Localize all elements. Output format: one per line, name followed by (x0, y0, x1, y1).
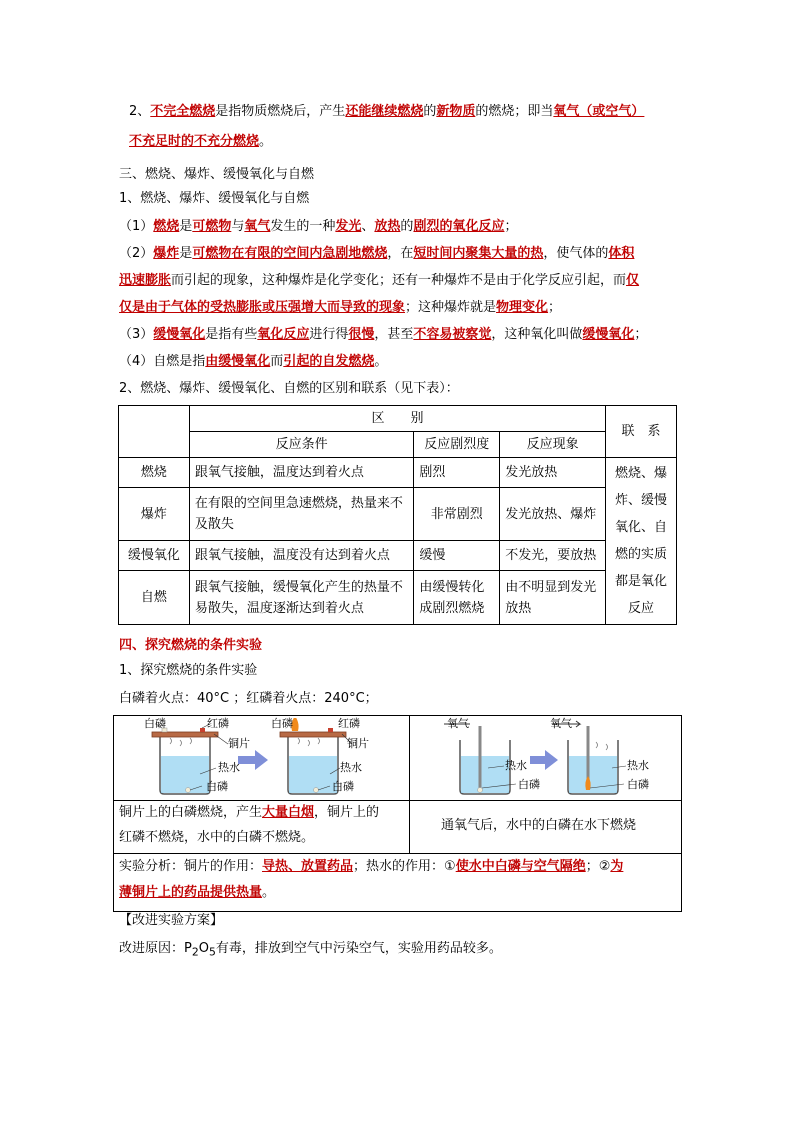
text: ，铜片上的 (314, 805, 380, 820)
explosion-definition-line3 (119, 299, 561, 317)
text: 是指有些 (205, 327, 258, 342)
text: 的燃烧；即当 (475, 104, 554, 119)
keyword: 使水中白磷与空气隔绝 (455, 859, 586, 874)
figure-label: 白磷 (271, 717, 293, 730)
keyword: 剧烈的氧化反应 (413, 219, 505, 234)
table-header-row (119, 432, 677, 458)
figure-label: 热水 (340, 761, 362, 774)
keyword: 为 (610, 859, 624, 874)
keyword: 缓慢氧化 (582, 327, 635, 342)
text: 。 (374, 354, 388, 369)
table-cell: 缓慢 (414, 541, 500, 571)
table-header-cell: 反应剧烈度 (414, 432, 500, 458)
experiment-2-result: 通氧气后，水中的白磷在水下燃烧 (441, 818, 637, 833)
keyword: 迅速膨胀 (119, 273, 172, 288)
subsection-title: 2、燃烧、爆炸、缓慢氧化、自燃的区别和联系（见下表）： (119, 381, 459, 396)
table-cell: 爆炸 (119, 487, 190, 541)
figure-label: 铜片 (228, 737, 250, 750)
comparison-table (118, 405, 677, 625)
text: 是指物质燃烧后，产生 (215, 104, 346, 119)
section-4-title: 四、探究燃烧的条件实验 (119, 638, 263, 653)
table-cell: 非常剧烈 (414, 487, 500, 541)
text: O (198, 941, 209, 956)
text: （1） (119, 219, 154, 234)
keyword: 不充足时的不充分燃烧 (129, 134, 260, 149)
text: 实验分析：铜片的作用： (119, 859, 263, 874)
keyword: 导热、放置药品 (262, 859, 354, 874)
explosion-definition-line1 (119, 245, 634, 263)
keyword: 氧化反应 (257, 327, 310, 342)
keyword: 大量白烟 (262, 805, 315, 820)
figure-label: 氧气 (447, 717, 469, 730)
text: 的 (423, 104, 437, 119)
keyword: 爆炸 (153, 246, 180, 261)
text: 。 (262, 885, 276, 900)
subscript: 5 (208, 945, 216, 959)
table-cell: 跟氧气接触，缓慢氧化产生的热量不易散失，温度逐渐达到着火点 (189, 571, 414, 625)
text: （2） (119, 246, 154, 261)
experiment-1-result-line2: 红磷不燃烧，水中的白磷不燃烧。 (119, 830, 315, 845)
text: 与 (231, 219, 245, 234)
table-header-cell: 反应条件 (189, 432, 414, 458)
table-cell: 燃烧 (119, 458, 190, 488)
text: 、 (361, 219, 375, 234)
text: 的 (400, 219, 414, 234)
text: 而引起的现象，这种爆炸是化学变化；还有一种爆炸不是由于化学反应引起，而 (171, 273, 627, 288)
text: 是 (179, 246, 193, 261)
ignition-points: 白磷着火点：40°C ；红磷着火点：240°C； (119, 691, 378, 706)
text: 铜片上的白磷燃烧，产生 (119, 805, 263, 820)
spontaneous-combustion-definition (119, 353, 387, 371)
keyword: 可燃物 (192, 219, 232, 234)
text: ； (634, 327, 648, 342)
table-corner-cell (119, 406, 190, 458)
text: （3） (119, 327, 154, 342)
figure-label: 氧气 (550, 717, 572, 730)
figure-label: 白磷 (206, 780, 228, 793)
keyword: 仅 (626, 273, 640, 288)
improve-reason (119, 940, 502, 962)
text: 改进原因：P (119, 941, 192, 956)
keyword: 不完全燃烧 (150, 104, 216, 119)
table-row (119, 487, 677, 541)
text: ； (548, 300, 562, 315)
figure-label: 白磷 (332, 780, 354, 793)
text: 而 (270, 354, 284, 369)
improve-title: 【改进实验方案】 (119, 913, 224, 928)
figure-label: 红磷 (338, 717, 360, 730)
figure-label: 热水 (218, 761, 240, 774)
keyword: 可燃物在有限的空间内急剧地燃烧 (192, 246, 388, 261)
text: 进行得 (309, 327, 349, 342)
keyword: 缓慢氧化 (153, 327, 206, 342)
text: 是 (179, 219, 193, 234)
text: ；② (585, 859, 611, 874)
table-header-row (119, 406, 677, 432)
experiment-1-result (119, 804, 379, 822)
text: ； (504, 219, 518, 234)
keyword: 发光 (335, 219, 362, 234)
table-cell: 发光放热 (500, 458, 606, 488)
table-cell: 发光放热、爆炸 (500, 487, 606, 541)
keyword: 引起的自发燃烧 (283, 354, 375, 369)
keyword: 仅是由于气体的受热膨胀或压强增大而导致的现象 (119, 300, 406, 315)
table-cell: 自燃 (119, 571, 190, 625)
incomplete-combustion-line1 (129, 103, 644, 121)
divider (113, 800, 681, 801)
slow-oxidation-definition (119, 326, 647, 344)
incomplete-combustion-line2 (129, 133, 272, 151)
keyword: 新物质 (436, 104, 476, 119)
divider (113, 853, 681, 854)
table-cell: 由不明显到发光放热 (500, 571, 606, 625)
text: ；热水的作用：① (353, 859, 456, 874)
keyword: 物理变化 (496, 300, 549, 315)
keyword: 还能继续燃烧 (345, 104, 424, 119)
analysis-line2 (119, 884, 275, 902)
subsection-title: 1、探究燃烧的条件实验 (119, 663, 258, 678)
keyword: 体积 (608, 246, 635, 261)
subsection-title: 1、燃烧、爆炸、缓慢氧化与自燃 (119, 191, 310, 206)
keyword: 很慢 (348, 327, 375, 342)
keyword: 放热 (374, 219, 401, 234)
table-header-cell: 反应现象 (500, 432, 606, 458)
text: 发生的一种 (270, 219, 336, 234)
table-cell: 缓慢氧化 (119, 541, 190, 571)
keyword: 不容易被察觉 (413, 327, 492, 342)
table-cell: 在有限的空间里急速燃烧，热量来不及散失 (189, 487, 414, 541)
figure-label: 铜片 (347, 737, 369, 750)
keyword: 氧气（或空气） (553, 104, 645, 119)
text: ，在 (387, 246, 414, 261)
keyword: 氧气 (244, 219, 271, 234)
figure-label: 热水 (627, 759, 649, 772)
keyword: 短时间内聚集大量的热 (413, 246, 544, 261)
text: ；这种爆炸就是 (405, 300, 497, 315)
item-number: 2、 (129, 104, 151, 119)
keyword: 由缓慢氧化 (205, 354, 271, 369)
table-row (119, 458, 677, 488)
table-row (119, 541, 677, 571)
figure-label: 白磷 (627, 778, 649, 791)
figure-label: 白磷 (518, 778, 540, 791)
table-row (119, 571, 677, 625)
analysis-line1 (119, 858, 623, 876)
text: ，使气体的 (543, 246, 609, 261)
table-group-header: 区 别 (189, 406, 605, 432)
figure-label: 红磷 (207, 717, 229, 730)
explosion-definition-line2 (119, 272, 639, 290)
subscript: 2 (191, 945, 199, 959)
text: ，这种氧化叫做 (491, 327, 583, 342)
table-cell: 跟氧气接触，温度达到着火点 (189, 458, 414, 488)
figure-label: 热水 (505, 759, 527, 772)
text: ，甚至 (374, 327, 414, 342)
table-cell: 剧烈 (414, 458, 500, 488)
table-cell: 跟氧气接触，温度没有达到着火点 (189, 541, 414, 571)
figure-label: 白磷 (144, 717, 166, 730)
combustion-definition (119, 218, 517, 236)
keyword: 燃烧 (153, 219, 180, 234)
table-link-header: 联 系 (606, 406, 677, 458)
text: （4）自燃是指 (119, 354, 206, 369)
text: 。 (259, 134, 273, 149)
section-3-title: 三、燃烧、爆炸、缓慢氧化与自燃 (119, 167, 315, 182)
table-cell: 由缓慢转化成剧烈燃烧 (414, 571, 500, 625)
table-cell: 不发光，要放热 (500, 541, 606, 571)
keyword: 薄铜片上的药品提供热量 (119, 885, 263, 900)
divider (409, 715, 410, 853)
text: 有毒，排放到空气中污染空气，实验用药品较多。 (215, 941, 502, 956)
table-link-cell: 燃烧、爆炸、缓慢氧化、自燃的实质都是氧化反应 (606, 458, 677, 625)
